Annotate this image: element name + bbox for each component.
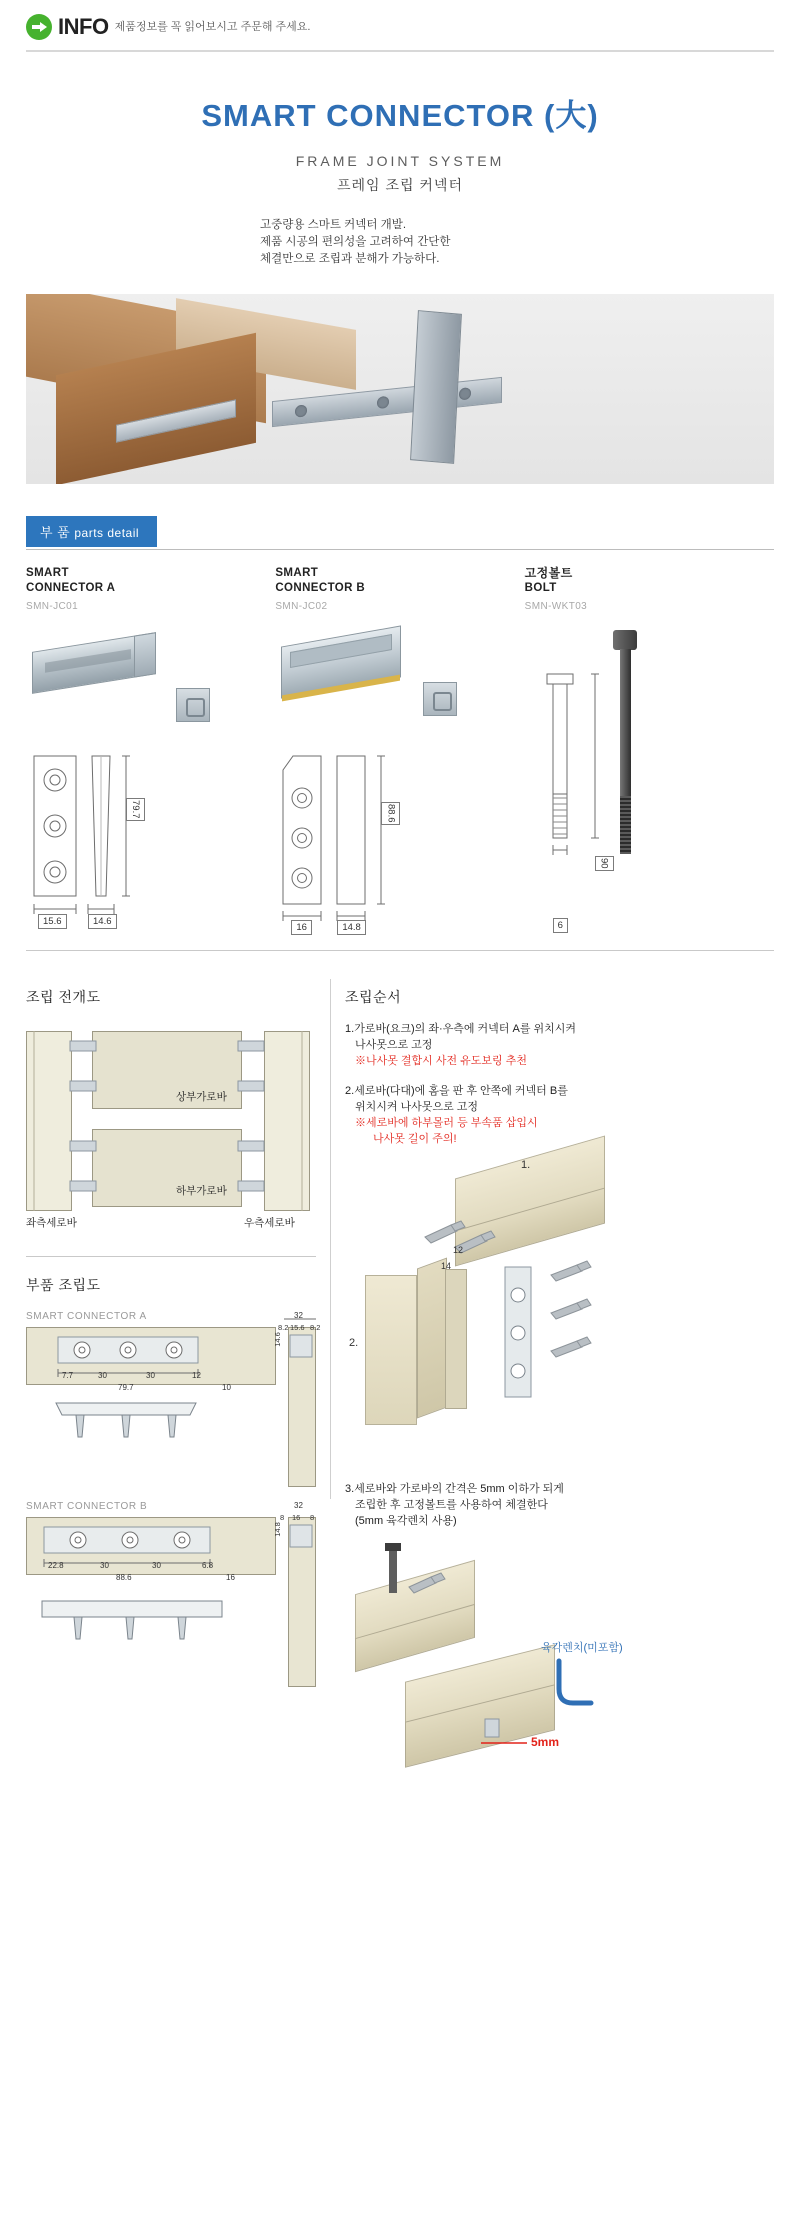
connector-b-drawing	[275, 744, 505, 929]
dim-a-15-6: 15.6	[290, 1323, 305, 1332]
label-top-rail: 상부가로바	[176, 1091, 227, 1103]
dim-a-10: 10	[222, 1383, 231, 1392]
dim-b-16: 16	[226, 1573, 235, 1582]
dim-a-12: 12	[192, 1371, 201, 1380]
info-header	[0, 0, 800, 46]
dim-b-8-right: 8	[310, 1513, 315, 1522]
label-bottom-rail: 하부가로바	[176, 1185, 227, 1197]
step-1-text2: 나사못으로 고정	[355, 1039, 433, 1051]
left-divider	[26, 1256, 316, 1257]
dim-b-30b: 30	[152, 1561, 161, 1570]
connector-a-photo	[272, 377, 502, 427]
connector-a-section-view	[176, 688, 210, 722]
part-a-dim-height: 79.7	[126, 798, 145, 821]
page-title: SMART CONNECTOR (大)	[201, 98, 599, 133]
callout-12: 12	[453, 1245, 464, 1255]
dim-b-14-8: 14.8	[272, 1522, 282, 1537]
product-description	[250, 217, 550, 268]
dim-b-88-6: 88.6	[116, 1573, 132, 1582]
info-subtitle: 제품정보를 꼭 읽어보시고 주문해 주세요.	[114, 21, 311, 33]
assembly-section	[0, 969, 800, 2229]
bolt-hole	[459, 387, 471, 400]
part-bolt-code: SMN-WKT03	[524, 601, 588, 612]
step-2-warn2: 나사못 길이 주의!	[373, 1133, 457, 1145]
dim-a-8-2-left: 8.2	[278, 1323, 289, 1332]
order-step-1	[345, 1021, 645, 1069]
dim-b-6-8: 6.8	[202, 1561, 214, 1570]
column-divider	[330, 979, 331, 1499]
connector-b-photo	[410, 310, 462, 464]
parts-label-en: parts detail	[74, 526, 140, 540]
part-b-name-line1: SMART	[275, 567, 319, 579]
part-bolt-name-en: BOLT	[524, 582, 557, 594]
part-bolt-dim-width: 6	[553, 918, 568, 933]
connector-a-assembly	[26, 1311, 321, 1491]
connector-a-assembly-label: SMART CONNECTOR A	[26, 1311, 147, 1322]
expanded-connector-marks	[26, 1023, 316, 1223]
part-b-code: SMN-JC02	[275, 601, 328, 612]
parts-divider	[26, 549, 774, 550]
connector-b-channel	[290, 634, 392, 668]
expanded-diagram	[26, 1023, 316, 1238]
bolt-hole	[377, 396, 389, 409]
part-bolt-artwork	[525, 626, 774, 931]
dim-b-22-8: 22.8	[48, 1561, 64, 1570]
assembly-order-column	[345, 969, 645, 1803]
expanded-title: 조립 전개도	[26, 989, 101, 1005]
part-a-dim-width2: 14.6	[88, 914, 117, 929]
connector-b-assembly-label: SMART CONNECTOR B	[26, 1501, 148, 1512]
dim-a-8-2-right: 8.2	[310, 1323, 321, 1332]
subtitle-en: FRAME JOINT SYSTEM	[295, 153, 505, 169]
step-illustration-1-2	[345, 1157, 645, 1467]
parts-section-label	[26, 516, 157, 547]
part-b-artwork	[275, 626, 524, 933]
connector-a-drawing	[26, 744, 256, 929]
step-2-num: 2.	[345, 1085, 355, 1097]
dim-b-8-left: 8	[280, 1513, 285, 1522]
bolt-insert-drawing	[345, 1543, 645, 1803]
bolt-hole	[295, 404, 307, 417]
part-bolt-name-ko: 고정볼트	[524, 566, 573, 580]
part-bolt	[524, 566, 774, 931]
step-3-text3: (5mm 육각렌치 사용)	[355, 1515, 457, 1527]
label-right-post: 우측세로바	[244, 1217, 295, 1229]
connector-a-3d	[32, 632, 156, 694]
step-2-text2: 위치시켜 나사못으로 고정	[355, 1101, 478, 1113]
connector-a-slot	[45, 649, 131, 673]
callout-14: 14	[441, 1261, 452, 1271]
dim-a-30b: 30	[146, 1371, 155, 1380]
callout-1: 1.	[521, 1159, 531, 1171]
connector-b-3d	[281, 625, 401, 698]
step-illustration-3	[345, 1543, 645, 1803]
dim-b-32: 32	[294, 1501, 303, 1510]
label-left-post: 좌측세로바	[26, 1217, 77, 1229]
step-1-num: 1.	[345, 1023, 355, 1035]
bolt-drawing	[525, 666, 725, 866]
description-line-1: 고중량용 스마트 커넥터 개발.	[260, 219, 407, 231]
part-b-dim-width2: 14.8	[337, 920, 366, 935]
dim-a-79-7: 79.7	[118, 1383, 134, 1392]
dim-a-14-6: 14.6	[272, 1332, 282, 1347]
dim-a-30a: 30	[98, 1371, 107, 1380]
arrow-right-icon	[26, 14, 52, 40]
part-assembly-title: 부품 조립도	[26, 1277, 101, 1293]
info-title: INFO	[58, 14, 109, 39]
callout-2: 2.	[349, 1337, 359, 1349]
step-1-text: 가로바(요크)의 좌·우측에 커넥터 A를 위치시켜	[354, 1023, 577, 1035]
step-3-num: 3.	[345, 1483, 355, 1495]
dim-a-32: 32	[294, 1311, 303, 1320]
part-a-name-line2: CONNECTOR A	[26, 582, 116, 594]
post-iso-side	[417, 1258, 447, 1419]
connector-b-insert-drawing	[465, 1247, 645, 1437]
section-divider	[26, 950, 774, 951]
dim-b-30a: 30	[100, 1561, 109, 1570]
connector-b-base	[282, 675, 400, 702]
step-2-warn: ※세로바에 하부몰러 등 부속품 삽입시	[355, 1117, 538, 1129]
description-line-2: 제품 시공의 편의성을 고려하여 간단한	[260, 236, 451, 248]
parts-list	[26, 566, 774, 933]
product-photo	[26, 294, 774, 484]
description-line-3: 체결만으로 조립과 분해가 가능하다.	[260, 253, 440, 265]
order-step-3	[345, 1481, 645, 1529]
part-a-code: SMN-JC01	[26, 601, 79, 612]
step-3-text: 세로바와 가로바의 간격은 5mm 이하가 되게	[354, 1483, 564, 1495]
part-a-artwork	[26, 626, 275, 926]
parts-label-ko: 부 품	[40, 525, 71, 540]
dim-a-7-7: 7.7	[62, 1371, 74, 1380]
bolt-head	[613, 630, 637, 650]
connector-b-section-view	[423, 682, 457, 716]
subtitle-ko: 프레임 조립 커넥터	[337, 177, 463, 193]
part-b-name-line2: CONNECTOR B	[275, 582, 366, 594]
connector-b-assembly	[26, 1501, 316, 1691]
hex-wrench-label: 육각렌치(미포함)	[541, 1642, 623, 1654]
step-2-text: 세로바(다대)에 홈을 판 후 안쪽에 커넥터 B를	[354, 1085, 568, 1097]
part-bolt-dim-height: 90	[595, 856, 614, 871]
part-b-dim-height: 88.6	[381, 802, 400, 825]
header-divider	[26, 50, 774, 52]
post-iso	[365, 1275, 417, 1425]
part-connector-b	[275, 566, 524, 933]
step-3-text2: 조립한 후 고정볼트를 사용하여 체결한다	[355, 1499, 548, 1511]
post-groove	[445, 1269, 467, 1409]
part-a-dim-width1: 15.6	[38, 914, 67, 929]
dim-b-16-top: 16	[292, 1513, 301, 1522]
gap-label-5mm: 5mm	[531, 1735, 560, 1749]
order-title: 조립순서	[345, 989, 402, 1005]
connector-a-endcap	[134, 632, 156, 677]
part-b-dim-width1: 16	[291, 920, 312, 935]
step-1-warn: ※나사못 결합시 사전 유도보링 추천	[355, 1055, 527, 1067]
expanded-assembly-column	[26, 969, 321, 1691]
part-a-name-line1: SMART	[26, 567, 69, 579]
part-connector-a	[26, 566, 275, 926]
